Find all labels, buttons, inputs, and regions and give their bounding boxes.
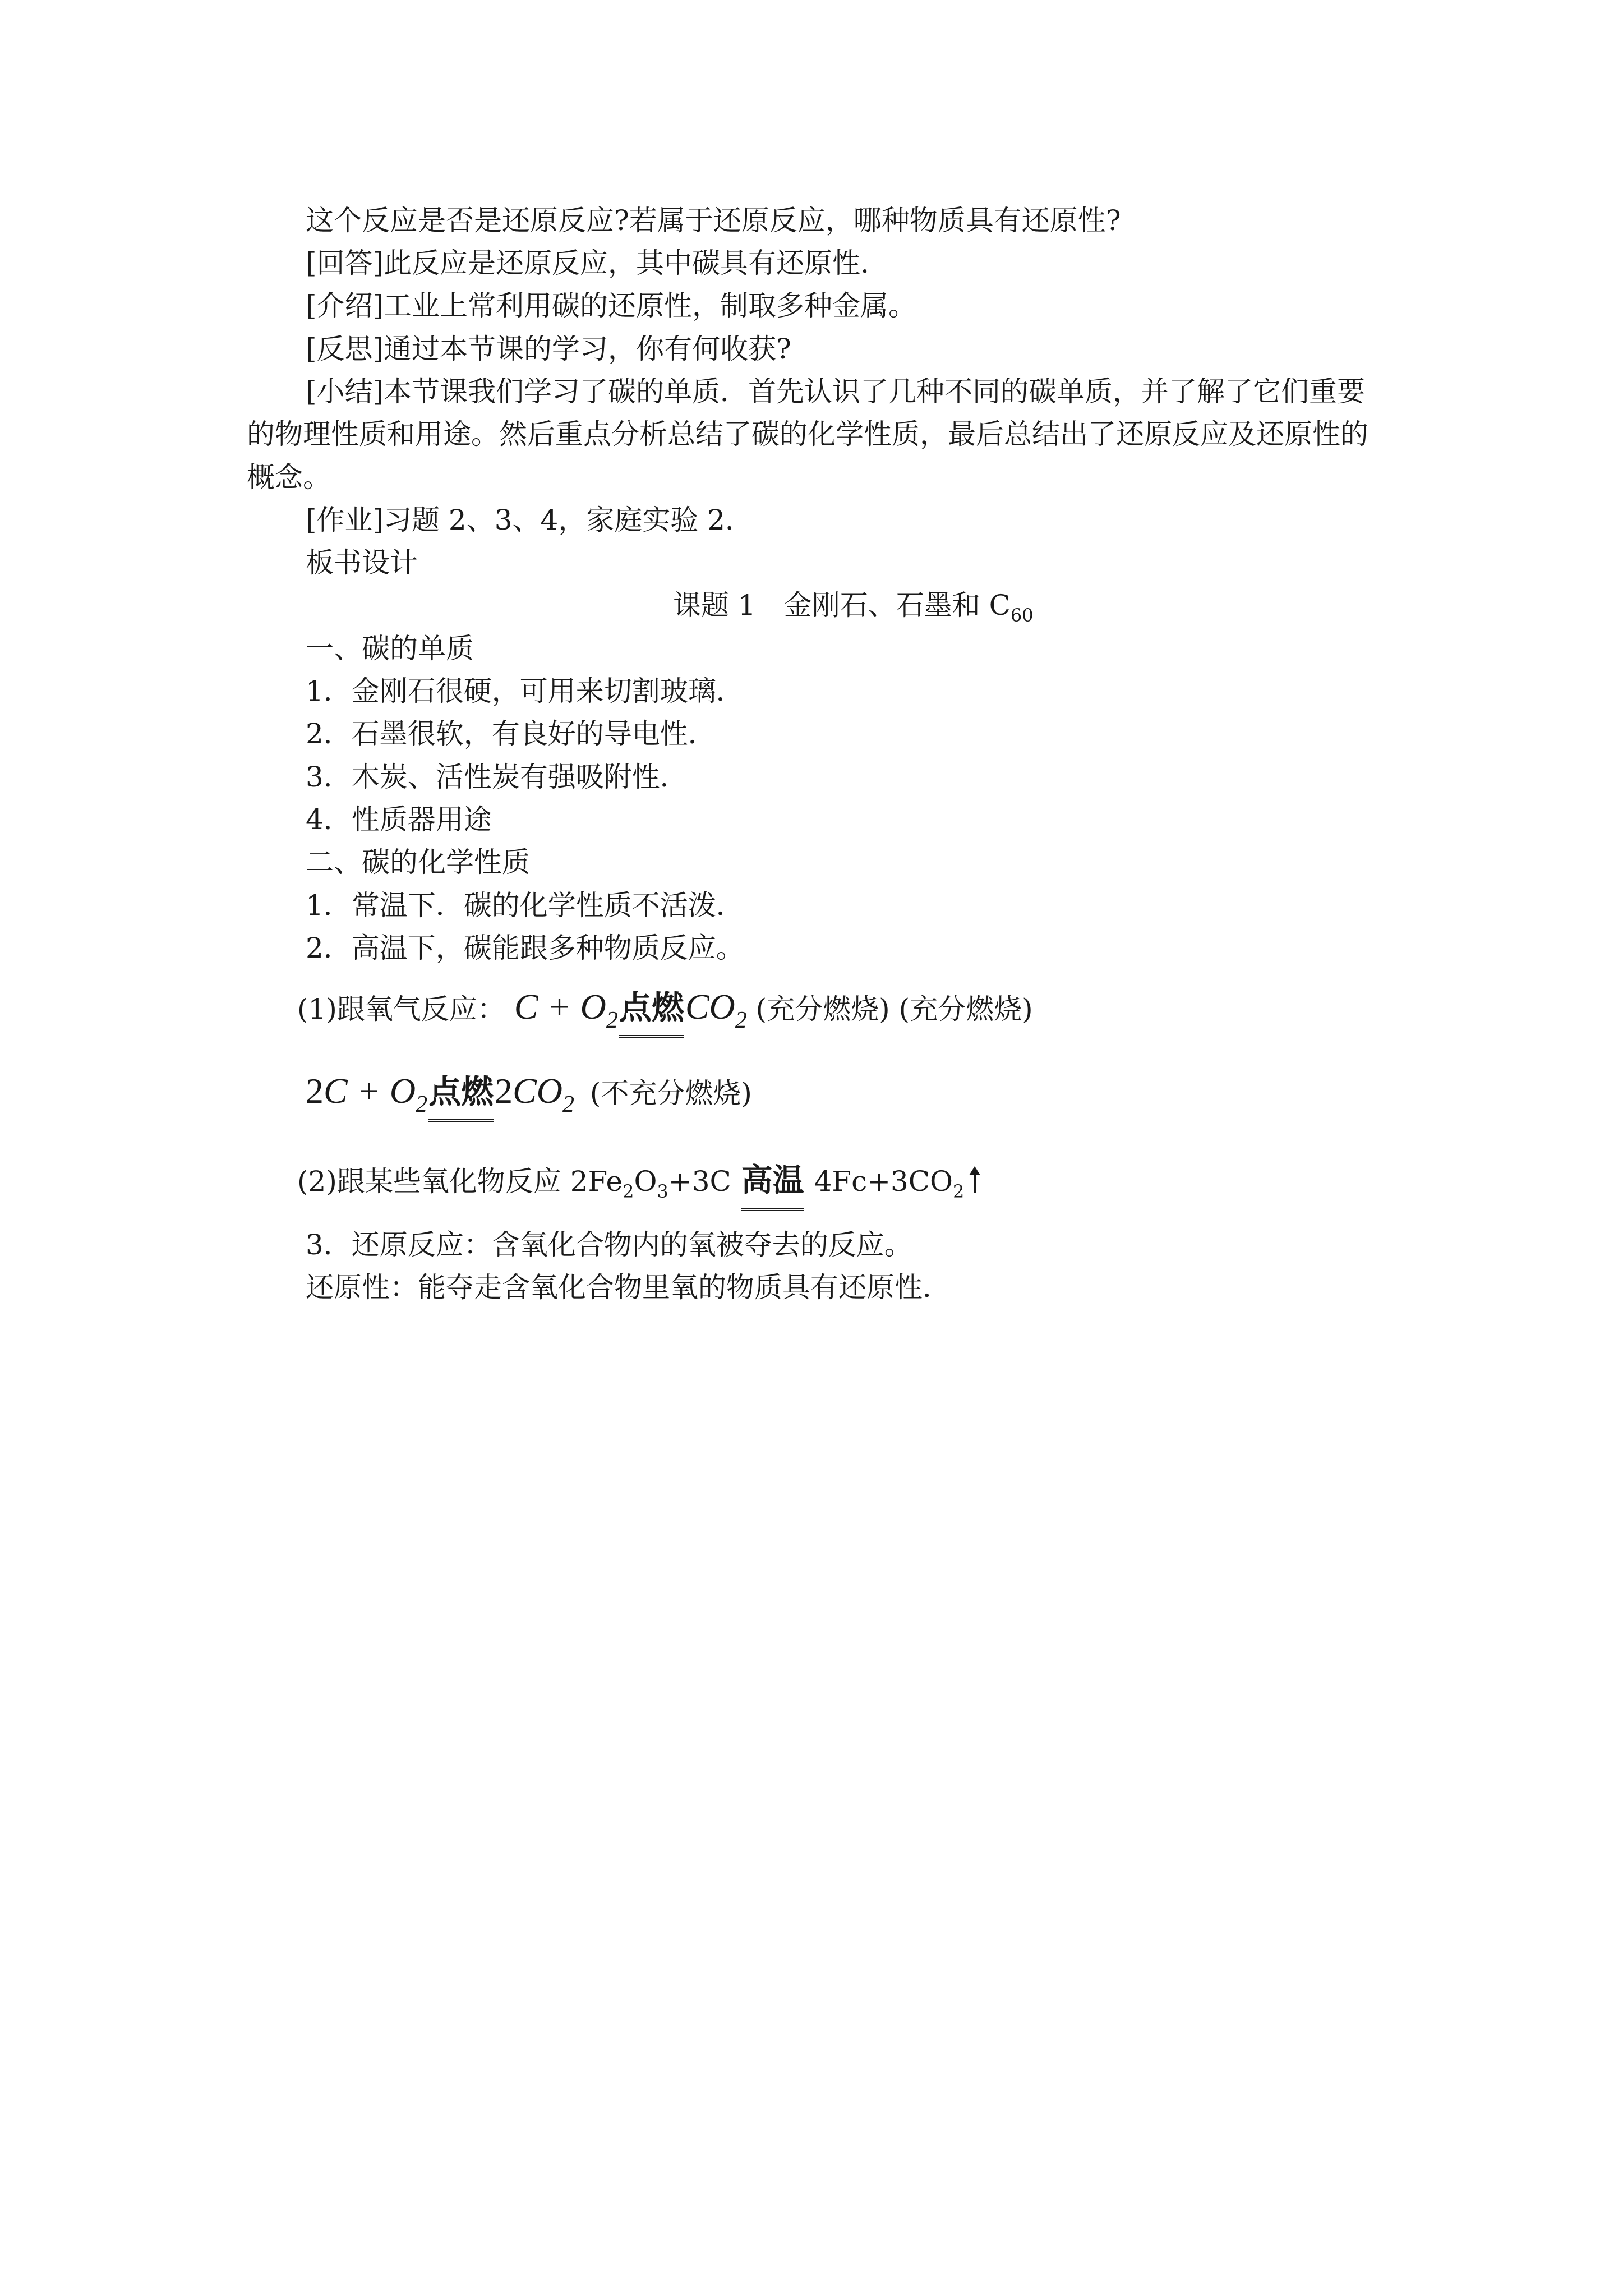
eq3-oxygen: O: [634, 1165, 657, 1198]
homework-text: [作业]习题 2、3、4，家庭实验 2．: [306, 504, 754, 536]
section-2-item-1: 1．常温下．碳的化学性质不活泼．: [306, 889, 744, 922]
section-2-item-2: 2．高温下，碳能跟多种物质反应。: [306, 932, 744, 964]
reduction-reaction-definition: 3．还原反应：含氧化合物内的氧被夺去的反应。: [306, 1228, 912, 1261]
introduce-text: [介绍]工业上常利用碳的还原性，制取多种金属。: [306, 289, 917, 322]
board-title-main: 课题 1 金刚石、石墨和 C: [673, 589, 1011, 622]
board-design-heading: 板书设计: [306, 546, 418, 579]
section-2-heading: 二、碳的化学性质: [306, 846, 530, 878]
eq1-note: (充分燃烧) (充分燃烧): [755, 993, 1033, 1025]
reducibility-definition: 还原性：能夺走含氧化合物里氧的物质具有还原性．: [306, 1271, 951, 1304]
section-1-item-3: 3．木炭、活性炭有强吸附性．: [306, 761, 688, 793]
eq1-formula: $C + O_2$点燃$CO_2$: [514, 987, 747, 1027]
summary-line-1: [小结]本节课我们学习了碳的单质．首先认识了几种不同的碳单质，并了解了它们重要: [306, 375, 1366, 408]
equation-incomplete-combustion: [306, 1066, 752, 1130]
answer-text: [回答]此反应是还原反应，其中碳具有还原性.: [306, 247, 869, 279]
eq2-condition: 点燃: [428, 1066, 494, 1122]
eq1-label: (1)跟氧气反应：: [297, 993, 505, 1025]
section-1-item-2: 2．石墨很软，有良好的导电性．: [306, 717, 716, 750]
summary-line-2: 的物理性质和用途。然后重点分析总结了碳的化学性质，最后总结出了还原反应及还原性的: [247, 418, 1368, 450]
eq3-carbon: +3C: [668, 1165, 731, 1198]
reflect-text: [反思]通过本节课的学习，你有何收获?: [306, 333, 791, 365]
gas-arrow-icon: [972, 1166, 978, 1193]
equation-complete-combustion: [297, 982, 1033, 1046]
question-text: 这个反应是否是还原反应?若属于还原反应，哪种物质具有还原性?: [306, 204, 1121, 237]
section-1-item-4: 4．性质器用途: [306, 803, 492, 836]
board-title: [673, 585, 1034, 636]
eq2-formula: $2C + O_2$点燃$2CO_2$: [306, 1071, 574, 1111]
eq2-note: (不充分燃烧): [589, 1077, 752, 1110]
eq1-condition: 点燃: [619, 982, 684, 1038]
section-1-heading: 一、碳的单质: [306, 632, 474, 665]
eq3-condition: 高温: [741, 1156, 804, 1211]
equation-oxide-reduction: (2)跟某些氧化物反应 $2Fe_2O_3+3C$ 高温 $4Fc+3CO_2$: [297, 1156, 978, 1217]
eq3-label: (2)跟某些氧化物反应 2Fe: [297, 1165, 623, 1198]
board-title-subscript: 60: [1010, 605, 1034, 626]
eq3-products: 4Fc+3CO: [814, 1165, 953, 1198]
summary-line-3: 概念。: [247, 461, 331, 494]
section-1-item-1: 1．金刚石很硬，可用来切割玻璃．: [306, 675, 744, 707]
